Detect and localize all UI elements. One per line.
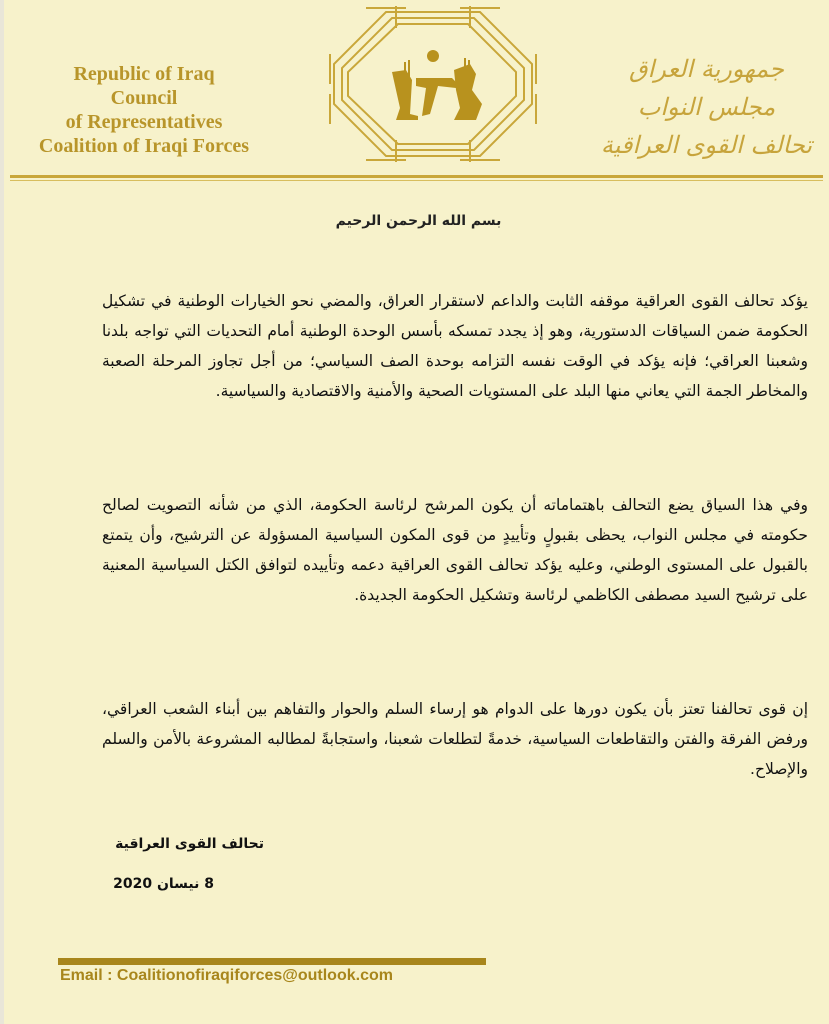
- footer-email[interactable]: Email : Coalitionofiraqiforces@outlook.com: [60, 967, 393, 984]
- footer-divider: [58, 958, 486, 965]
- header-divider-thin: [10, 180, 823, 181]
- basmala-heading: بسم الله الرحمن الرحيم: [335, 213, 502, 229]
- header-arabic-block: [594, 50, 819, 164]
- header-english-line: Coalition of Iraqi Forces: [38, 135, 250, 157]
- body-paragraph: إن قوى تحالفنا تعتز بأن يكون دورها على الدوام هو إرساء السلم والحوار والتفاهم بين أبناء الشعب العراقي، ورفض الفرقة والفتن والتقاطعات السياسية، خدمةً لتطلعات شعبنا، واستجابةً لمطالبه المشروعة بالأمن والسلم والإصلاح.: [102, 700, 808, 778]
- header-arabic-line: جمهورية العراق: [628, 55, 785, 83]
- signature: تحالف القوى العراقية: [115, 836, 264, 852]
- header-english-block: [14, 62, 274, 158]
- header-english-line: Republic of Iraq: [73, 63, 215, 85]
- letter-date: 8 نيسان 2020: [113, 876, 214, 892]
- header-english-line: Council: [110, 87, 178, 109]
- header-english-line: of Representatives: [65, 111, 223, 133]
- parliament-emblem-icon: [326, 4, 540, 164]
- header-arabic-line: تحالف القوى العراقية: [600, 131, 813, 159]
- body-paragraph: يؤكد تحالف القوى العراقية موقفه الثابت والداعم لاستقرار العراق، والمضي نحو الخيارات الوطنية في تشكيل الحكومة ضمن السياقات الدستورية، وهو إذ يجدد تمسكه بأسس الوحدة الوطنية أمام التحديات التي تواجه بلدنا وشعبنا العراقي؛ فإنه يؤكد في الوقت نفسه التزامه بوحدة الصف السياسي؛ من أجل تجاوز المرحلة الصعبة والمخاطر الجمة التي يعاني منها البلد على المستويات الصحية والأمنية والاقتصادية والسياسية.: [102, 292, 808, 400]
- header-arabic-line: مجلس النواب: [637, 93, 776, 121]
- body-paragraph: وفي هذا السياق يضع التحالف باهتماماته أن يكون المرشح لرئاسة الحكومة، الذي من شأنه التصويت لصالح حكومته في مجلس النواب، يحظى بقبولٍ وتأييدٍ من قوى المكون السياسية المسؤولة عن الترشيح، وأن يتمتع بالقبول على المستوى الوطني، وعليه يؤكد تحالف القوى العراقية دعمه وتأييده لتوافق الكتل السياسية المعنية على ترشيح السيد مصطفى الكاظمي لرئاسة وتشكيل الحكومة الجديدة.: [102, 496, 808, 604]
- header-divider: [10, 175, 823, 178]
